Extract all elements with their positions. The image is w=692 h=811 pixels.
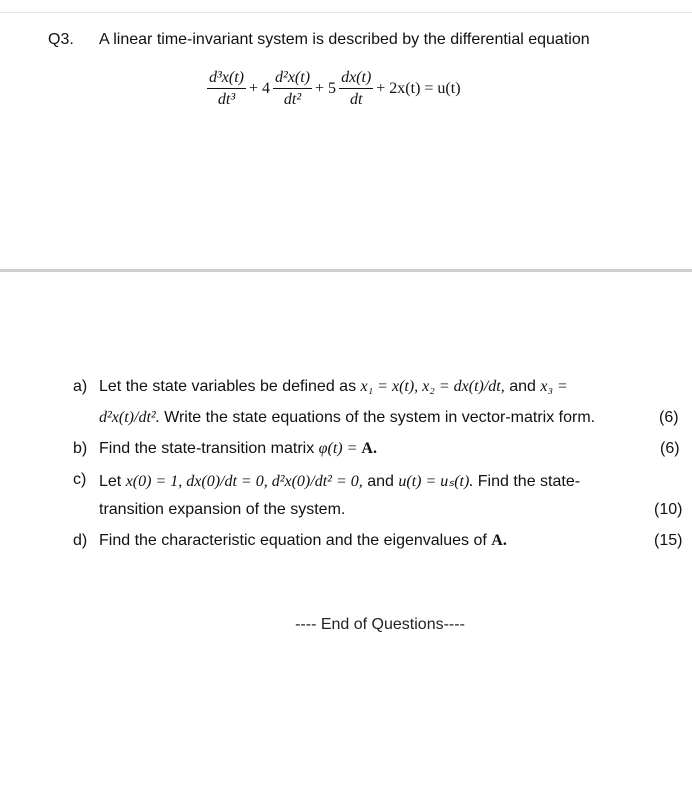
coefficient-plus-5: + 5 (315, 79, 337, 97)
part-a-points: (6) (659, 409, 679, 426)
end-of-questions: ---- End of Questions---- (295, 616, 465, 633)
part-b-text-1: Find the state-transition matrix (99, 440, 315, 457)
first-derivative-numerator: dx(t) (339, 68, 373, 89)
equation-tail: + 2x(t) = u(t) (376, 79, 461, 97)
part-a-math-2: x₃ = (540, 378, 568, 395)
second-derivative-denominator: dt² (283, 91, 302, 108)
part-b-matrix-symbol: A. (361, 440, 377, 457)
part-c-points: (10) (654, 501, 683, 518)
part-d-text-1: Find the characteristic equation and the eigenvalues of (99, 532, 487, 549)
part-d-matrix-symbol: A. (491, 532, 507, 549)
coefficient-plus-4: + 4 (249, 79, 271, 97)
question-intro: A linear time-invariant system is described by the differential equation (99, 31, 590, 48)
part-a-math-1: x₁ = x(t), x₂ = dx(t)/dt, (360, 378, 505, 395)
first-derivative-denominator: dt (349, 91, 363, 108)
part-c-text-3: Find the state- (477, 473, 581, 490)
part-c-math-1: x(0) = 1, dx(0)/dt = 0, d²x(0)/dt² = 0, (125, 473, 363, 490)
section-separator (0, 269, 692, 272)
part-a-text-2: and (509, 378, 536, 395)
part-a-text-1: Let the state variables be defined as (99, 378, 357, 395)
third-derivative-numerator: d³x(t) (207, 68, 246, 89)
part-b-points: (6) (660, 440, 680, 457)
part-b-math-1: φ(t) = (318, 440, 362, 457)
term-second-derivative (273, 68, 312, 109)
question-number: Q3. (48, 31, 74, 48)
part-d-label: d) (73, 532, 88, 549)
part-c-text-1: Let (99, 473, 122, 490)
third-derivative-denominator: dt³ (217, 91, 236, 108)
term-third-derivative (207, 68, 246, 109)
second-derivative-numerator: d²x(t) (273, 68, 312, 89)
part-b-label: b) (73, 440, 88, 457)
part-c-text-2: and (367, 473, 394, 490)
part-a-math-3: d²x(t)/dt². (99, 409, 160, 426)
part-d-points: (15) (654, 532, 683, 549)
part-c-text-4: transition expansion of the system. (99, 501, 346, 518)
part-c-math-2: u(t) = uₛ(t). (398, 473, 474, 490)
differential-equation (207, 68, 464, 109)
part-a-label: a) (73, 378, 88, 395)
term-first-derivative (339, 68, 373, 109)
part-a-text-3: Write the state equations of the system in vector-matrix form. (164, 409, 596, 426)
top-rule (0, 12, 692, 13)
part-c-label: c) (73, 471, 87, 488)
